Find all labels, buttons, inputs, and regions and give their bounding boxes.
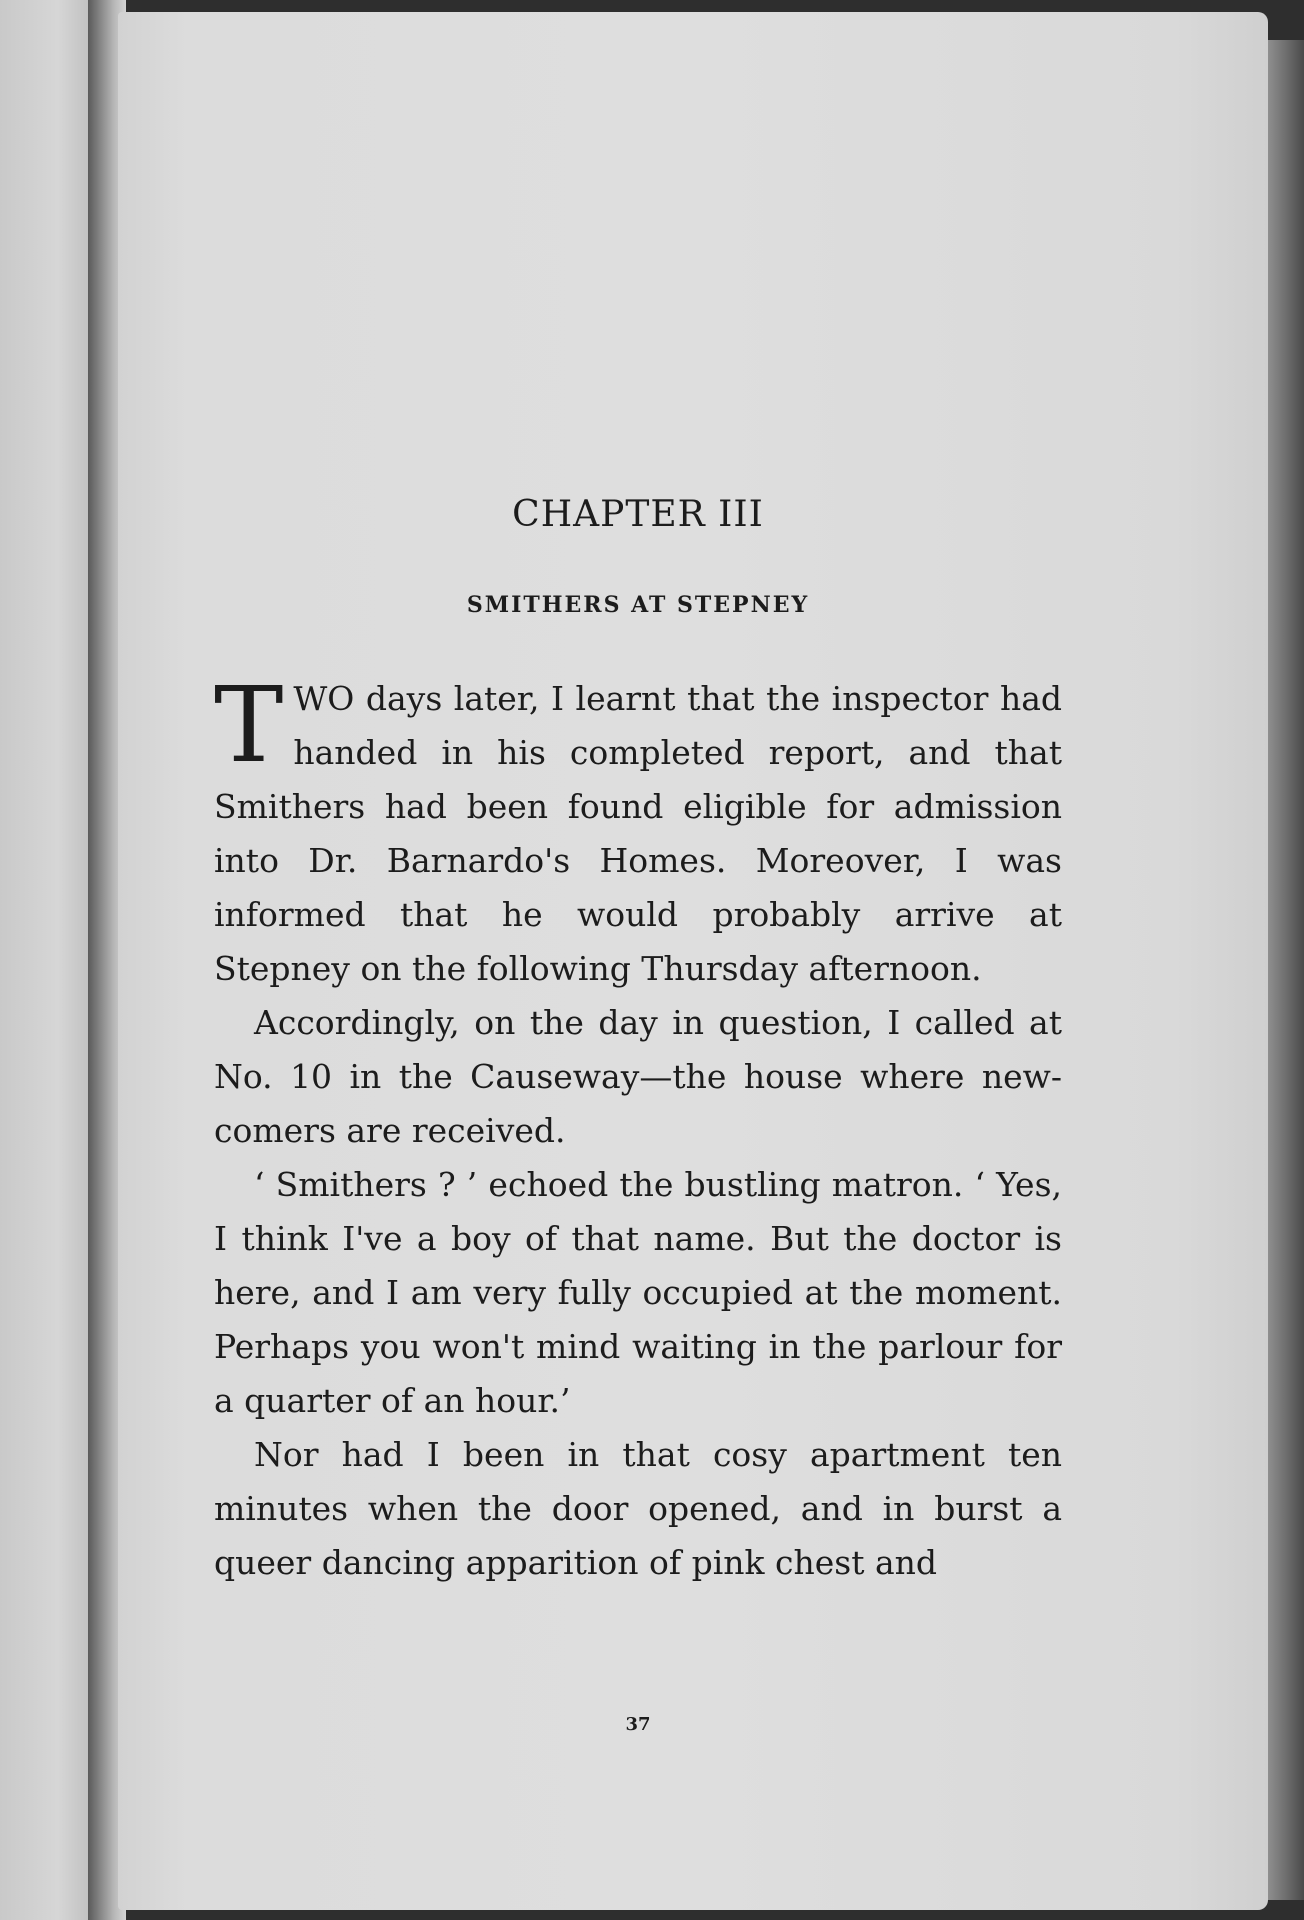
paragraph-3: ‘ Smithers ? ’ echoed the bustling matron. ‘ Yes, I think I've a boy of that name. But the doctor is here, and I am very fully occupied at the moment. Perhaps you won't mind waiting in the parlour for a quarter of an hour.’ [214, 1165, 1062, 1420]
page-number: 37 [625, 1714, 651, 1735]
facing-page-edge [0, 0, 96, 1920]
paragraph-4: Nor had I been in that cosy apartment ten minutes when the door opened, and in burst a queer dancing apparition of pink chest and [214, 1435, 1062, 1582]
paragraph-1 [214, 664, 1062, 996]
chapter-subtitle: SMITHERS AT STEPNEY [466, 592, 810, 618]
page-stack-edge [1268, 40, 1304, 1900]
paragraph-2: Accordingly, on the day in question, I called at No. 10 in the Causeway—the house where new-comers are received. [214, 1003, 1062, 1150]
paragraph-1-text: WO days later, I learnt that the inspector had handed in his completed report, and that Smithers had been found eligible for admission into Dr. Barnardo's Homes. Moreover, I was informed that he would probably arrive at Stepney on the following Thursday afternoon. [214, 679, 1062, 988]
drop-cap: T [214, 664, 284, 786]
chapter-body [214, 664, 1062, 1590]
chapter-title: CHAPTER III [512, 494, 764, 535]
